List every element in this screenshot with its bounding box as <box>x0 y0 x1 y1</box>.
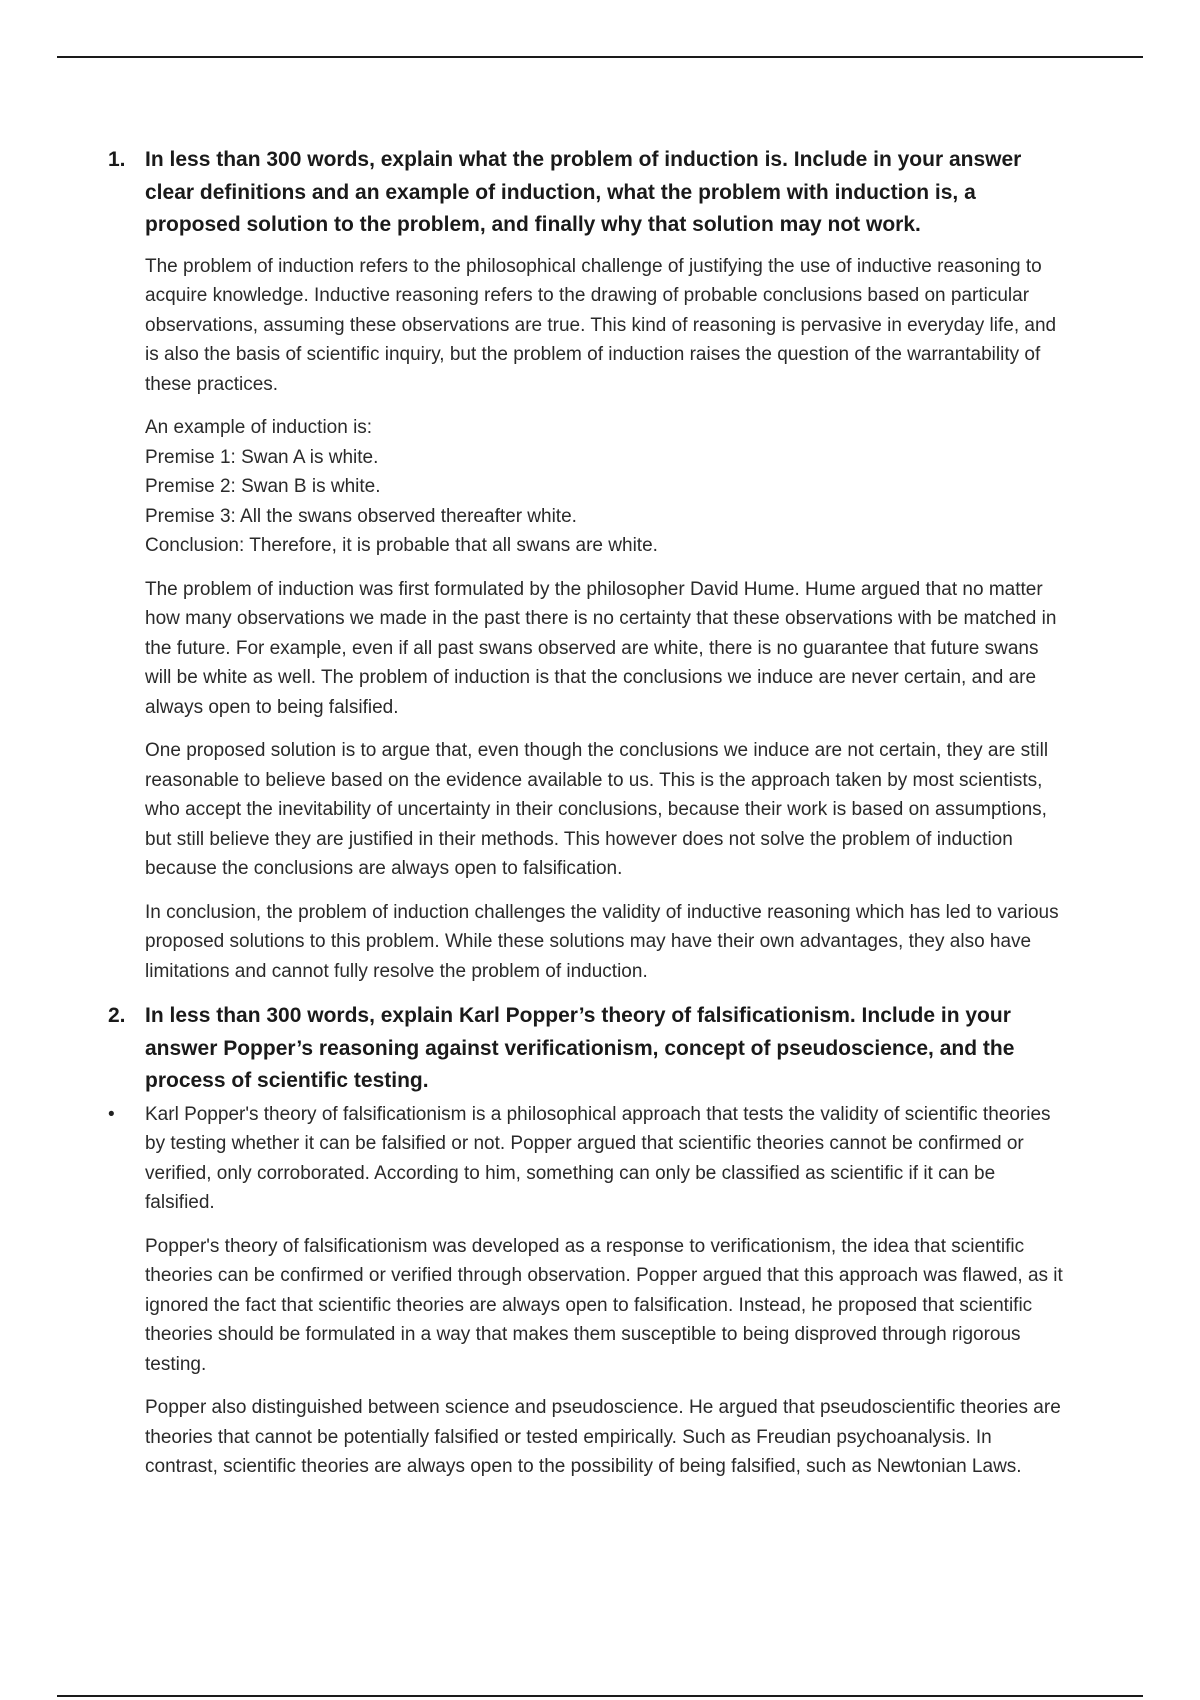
example-intro: An example of induction is: <box>145 417 373 438</box>
q2-paragraph-verificationism: Popper's theory of falsificationism was developed as a response to verificationism, the idea that scientific theories can be confirmed or verified through observation. Popper argued that this approach was flawed, as it ignored the fact that scientific theories are always open to falsification. Instead, he proposed that scientific theories should be formulated in a way that makes them susceptible to being disproved through rigorous testing. <box>145 1235 1063 1375</box>
q1-paragraph-definition: The problem of induction refers to the philosophical challenge of justifying the use of inductive reasoning to acquire knowledge. Inductive reasoning refers to the drawing of probable conclusions based on particular observations, assuming these observations are true. This kind of reasoning is pervasive in everyday life, and is also the basis of scientific inquiry, but the problem of induction raises the question of the warrantability of these practices. <box>145 255 1057 395</box>
question-1-number: 1. <box>108 148 126 171</box>
q1-paragraph-solution: One proposed solution is to argue that, even though the conclusions we induce are not certain, they are still reasonable to believe based on the evidence available to us. This is the approach taken by most scientists, who accept the inevitability of uncertainty in their conclusions, because their work is based on assumptions, but still believe they are justified in their methods. This however does not solve the problem of induction because the conclusions are always open to falsification. <box>145 740 1049 879</box>
question-1-text: In less than 300 words, explain what the problem of induction is. Include in your answer clear definitions and an example of induction, what the problem with induction is, a proposed solution to the problem, and finally why that solution may not work. <box>145 148 1022 236</box>
document-body <box>108 144 1065 1496</box>
example-conclusion: Conclusion: Therefore, it is probable that all swans are white. <box>145 535 658 556</box>
q2-paragraph-pseudoscience: Popper also distinguished between science and pseudoscience. He argued that pseudoscientific theories are theories that cannot be potentially falsified or tested empirically. Such as Freudian psychoanalysis. In contrast, scientific theories are always open to the possibility of being falsified, such as Newtonian Laws. <box>145 1397 1061 1477</box>
q1-paragraph-conclusion: In conclusion, the problem of induction challenges the validity of inductive reasoning which has led to various proposed solutions to this problem. While these solutions may have their own advantages, they also have limitations and cannot fully resolve the problem of induction. <box>145 901 1059 982</box>
header-rule <box>57 56 1143 58</box>
footer-rule <box>57 1695 1143 1697</box>
question-2-heading <box>108 1000 1065 1098</box>
q2-paragraph-intro: Karl Popper's theory of falsificationism is a philosophical approach that tests the validity of scientific theories by testing whether it can be falsified or not. Popper argued that scientific theories cannot be confirmed or verified, only corroborated. According to him, something can only be classified as scientific if it can be falsified. <box>145 1103 1051 1213</box>
q2-bullet-item <box>108 1100 1065 1218</box>
question-1-heading <box>108 144 1065 242</box>
question-2-number: 2. <box>108 1004 126 1027</box>
example-premise-3: Premise 3: All the swans observed thereafter white. <box>145 505 577 527</box>
question-2-text: In less than 300 words, explain Karl Popper’s theory of falsificationism. Include in your answer Popper’s reasoning against verificationism, concept of pseudoscience, and the process of scientific testing. <box>145 1004 1015 1092</box>
q1-induction-example <box>145 413 1065 561</box>
example-premise-1: Premise 1: Swan A is white. <box>145 446 379 468</box>
q1-paragraph-hume: The problem of induction was first formulated by the philosopher David Hume. Hume argued that no matter how many observations we made in the past there is no certainty that these observations with be matched in the future. For example, even if all past swans observed are white, there is no guarantee that future swans will be white as well. The problem of induction is that the conclusions we induce are never certain, and are always open to being falsified. <box>145 578 1057 718</box>
bullet-icon: • <box>108 1103 115 1125</box>
example-premise-2: Premise 2: Swan B is white. <box>145 476 381 497</box>
